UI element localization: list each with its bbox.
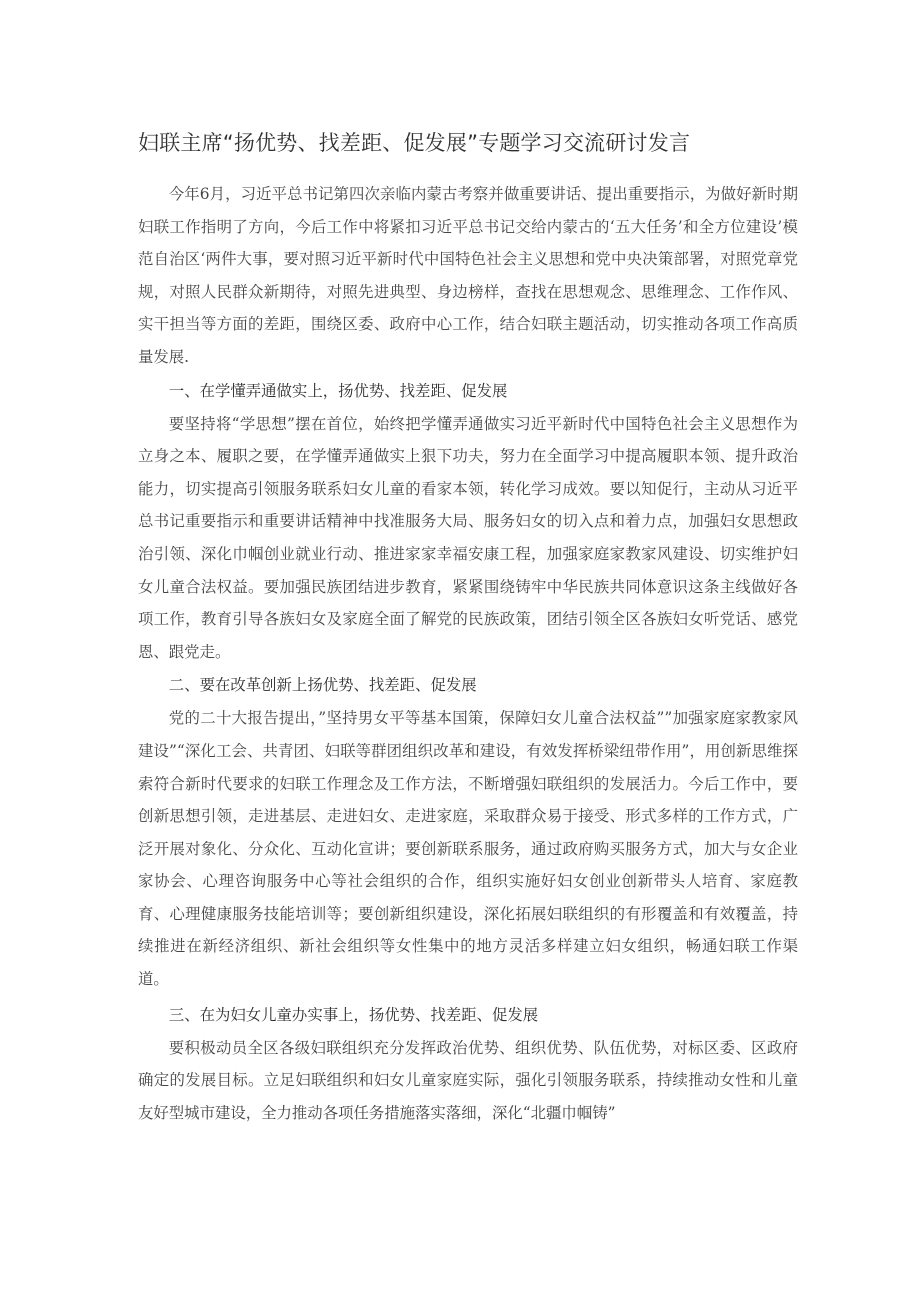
section-body-3: 要积极动员全区各级妇联组织充分发挥政治优势、组织优势、队伍优势，对标区委、区政府确定的发展目标。立足妇联组织和妇女儿童家庭实际，强化引领服务联系，持续推动女性和儿童友好型城市建设，全力推动各项任务措施落实落细，深化“北疆巾帼铸” [138, 1038, 798, 1122]
document-body [138, 178, 798, 1129]
document-title: 妇联主席“扬优势、找差距、促发展”专题学习交流研讨发言 [138, 131, 691, 155]
intro-paragraph: 今年6月，习近平总书记第四次亲临内蒙古考察并做重要讲话、提出重要指示，为做好新时期妇联工作指明了方向，今后工作中将紧扣习近平总书记交给内蒙古的‘五大任务’和全方位建设’模范自治区‘两件大事，要对照习近平新时代中国特色社会主义思想和党中央决策部署，对照党章党规，对照人民群众新期待，对照先进典型、身边榜样，查找在思想观念、思维理念、工作作风、实干担当等方面的差距，围绕区委、政府中心工作，结合妇联主题活动，切实推动各项工作高质量发展. [138, 185, 798, 366]
section-body-2: 党的二十大报告提出，”坚持男女平等基本国策，保障妇女儿童合法权益””加强家庭家教家风建设”“深化工会、共青团、妇联等群团组织改革和建设，有效发挥桥梁纽带作用”，用创新思维探索符合新时代要求的妇联工作理念及工作方法，不断增强妇联组织的发展活力。今后工作中，要创新思想引领，走进基层、走进妇女、走进家庭，采取群众易于接受、形式多样的工作方式，广泛开展对象化、分众化、互动化宣讲；要创新联系服务，通过政府购买服务方式，加大与女企业家协会、心理咨询服务中心等社会组织的合作，组织实施好妇女创业创新带头人培育、家庭教育、心理健康服务技能培训等；要创新组织建设，深化拓展妇联组织的有形覆盖和有效覆盖，持续推进在新经济组织、新社会组织等女性集中的地方灵活多样建立妇女组织，畅通妇联工作渠道。 [138, 709, 798, 989]
section-heading-1: 一、在学懂弄通做实上，扬优势、找差距、促发展 [168, 381, 508, 400]
section-heading-3: 三、在为妇女儿童办实事上，扬优势、找差距、促发展 [168, 1005, 539, 1024]
section-body-1: 要坚持将“学思想”摆在首位，始终把学懂弄通做实习近平新时代中国特色社会主义思想作为立身之本、履职之要，在学懂弄通做实上狠下功夫，努力在全面学习中提高履职本领、提升政治能力，切实提高引领服务联系妇女儿童的看家本领，转化学习成效。要以知促行，主动从习近平总书记重要指示和重要讲话精神中找准服务大局、服务妇女的切入点和着力点，加强妇女思想政治引领、深化巾帼创业就业行动、推进家家幸福安康工程，加强家庭家教家风建设、切实维护妇女儿童合法权益。要加强民族团结进步教育，紧紧围绕铸牢中华民族共同体意识这条主线做好各项工作，教育引导各族妇女及家庭全面了解党的民族政策，团结引领全区各族妇女听党话、感党恩、跟党走。 [138, 414, 798, 661]
section-heading-2: 二、要在改革创新上扬优势、找差距、促发展 [168, 676, 477, 695]
